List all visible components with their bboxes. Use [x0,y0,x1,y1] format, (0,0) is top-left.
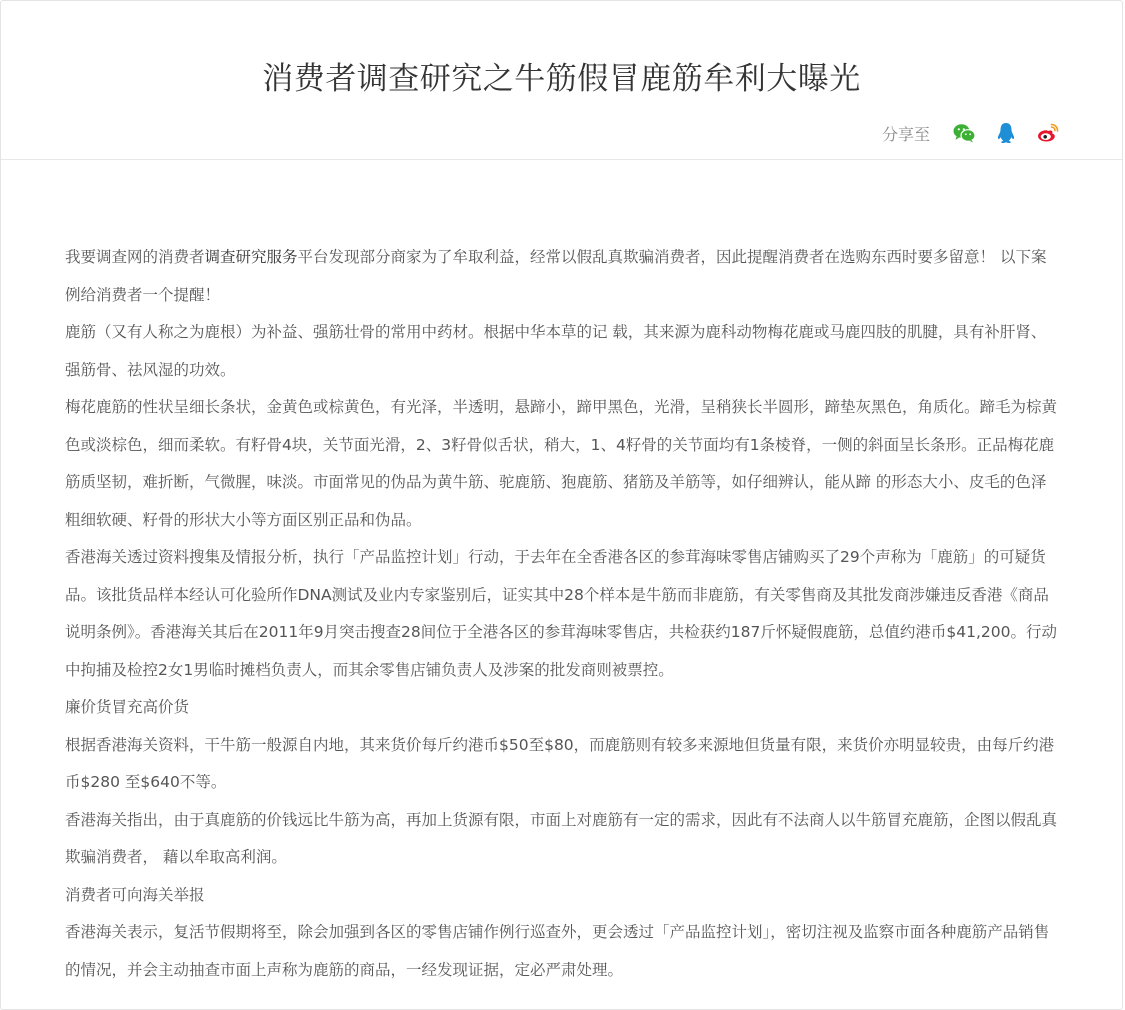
intro-post-text: 平台发现部分商家为了牟取利益，经常以假乱真欺骗消费者，因此提醒消费者在选购东西时要多留意！ 以下案例给消费者一个提醒！ [65,248,1047,304]
article-header [1,1,1122,160]
article-body [65,239,1061,989]
weibo-icon[interactable] [1036,121,1060,145]
intro-paragraph [65,239,1061,314]
wechat-icon[interactable] [952,121,976,145]
paragraph-deer-tendon-properties: 梅花鹿筋的性状呈细长条状，金黄色或棕黄色，有光泽，半透明，悬蹄小，蹄甲黑色，光滑，呈稍狭长半圆形，蹄垫灰黑色，角质化。蹄毛为棕黄色或淡棕色，细而柔软。有籽骨4块，关节面光滑，2、3籽骨似舌状，稍大，1、4籽骨的关节面均有1条棱脊，一侧的斜面呈长条形。正品梅花鹿筋质坚韧，难折断，气微腥，味淡。市面常见的伪品为黄牛筋、驼鹿筋、狍鹿筋、猪筋及羊筋等，如仔细辨认，能从蹄 的形态大小、皮毛的色泽粗细软硬、籽骨的形状大小等方面区别正品和伪品。 [65,398,1058,529]
share-label: 分享至 [881,124,930,144]
article-title: 消费者调查研究之牛筋假冒鹿筋牟利大曝光 [262,61,861,97]
share-bar [882,121,1060,145]
section-heading-cheap-goods: 廉价货冒充高价货 [65,698,190,716]
intro-pre-text: 我要调查网的消费者 [65,248,205,266]
paragraph-price-comparison: 根据香港海关资料，干牛筋一般源自内地，其来货价每斤约港币$50至$80，而鹿筋则有较多来源地但货量有限，来货价亦明显较贵，由每斤约港币$280 至$640不等。 [65,735,1055,791]
survey-service-link[interactable]: 调查研究服务 [204,248,298,266]
paragraph-customs-investigation: 香港海关透过资料搜集及情报分析，执行「产品监控计划」行动，于去年在全香港各区的参茸海味零售店铺购买了29个声称为「鹿筋」的可疑货品。该批货品样本经认可化验所作DNA测试及业内专家鉴别后，证实其中28个样本是牛筋而非鹿筋，有关零售商及其批发商涉嫌违反香港《商品说明条例》。香港海关其后在2011年9月突击搜查28间位于全港各区的参茸海味零售店，共检获约187斤怀疑假鹿筋，总值约港币$41,200。行动中拘捕及检控2女1男临时摊档负责人，而其余零售店铺负责人及涉案的批发商则被票控。 [65,548,1057,679]
paragraph-customs-statement: 香港海关指出，由于真鹿筋的价钱远比牛筋为高，再加上货源有限，市面上对鹿筋有一定的需求，因此有不法商人以牛筋冒充鹿筋，企图以假乱真欺骗消费者， 藉以牟取高利润。 [65,810,1058,866]
qq-icon[interactable] [994,121,1018,145]
paragraph-easter-inspection: 香港海关表示，复活节假期将至，除会加强到各区的零售店铺作例行巡查外，更会透过「产品监控计划」，密切注视及监察市面各种鹿筋产品销售的情况，并会主动抽查市面上声称为鹿筋的商品，一经发现证据，定必严肃处理。 [65,923,1050,979]
section-heading-report: 消费者可向海关举报 [65,885,205,904]
paragraph-deer-tendon-definition: 鹿筋（又有人称之为鹿根）为补益、强筋壮骨的常用中药材。根据中华本草的记 载，其来源为鹿科动物梅花鹿或马鹿四肢的肌腱，具有补肝肾、强筋骨、祛风湿的功效。 [65,323,1047,379]
